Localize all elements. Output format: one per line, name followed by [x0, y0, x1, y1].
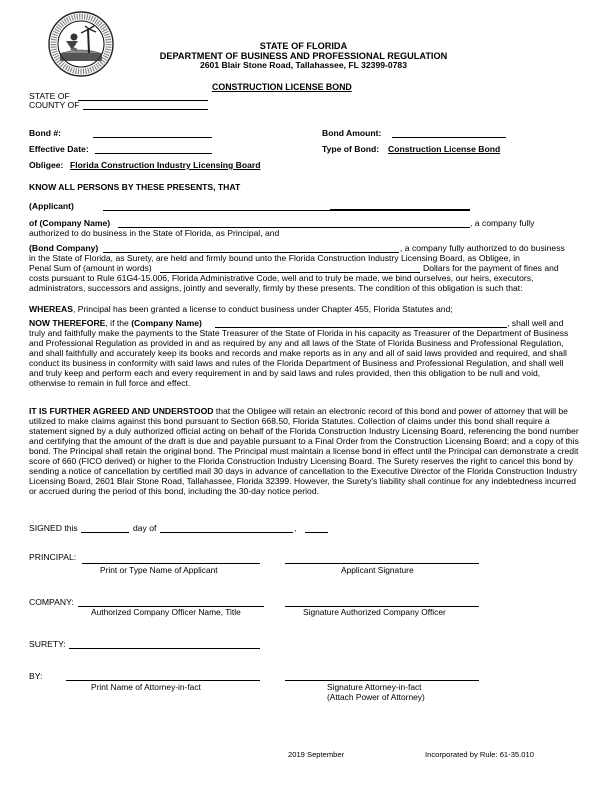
- whereas-text: , Principal has been granted a license to conduct business under Chapter 455, Florida Statutes and;: [72, 304, 453, 314]
- penal-sum-suffix: Dollars for the payment of fines and: [423, 263, 559, 273]
- whereas-label: WHEREAS: [29, 304, 73, 314]
- applicant-field[interactable]: [103, 210, 470, 211]
- penal-sum-text: costs pursuant to Rule 61G4-15.006, Florida Administrative Code, well and to truly be made, we bind ourselves, our heirs, executors, administrators, successors and assigns, jointly and severally, firmly by these presents. The condition of this obligation is such that:: [29, 273, 534, 293]
- bond-company-suffix: , a company fully authorized to do business: [400, 243, 565, 253]
- further-agreed-paragraph: [29, 407, 579, 497]
- state-of-label: STATE OF: [29, 91, 70, 101]
- officer-signature-label: Signature Authorized Company Officer: [303, 607, 446, 617]
- now-therefore-company-label: (Company Name): [131, 318, 202, 328]
- further-agreed-text: that the Obligee will retain an electronic record of this bond and power of attorney that will be utilized to make claims against this bond pursuant to Section 668.50, Florida Statutes. Collection of claims under this bond shall require a statement signed by a duly authorized official acting on behalf of the Florida Construction Industry Licensing Board, referencing the bond number and certifying that the amount of the draft is due and payable pursuant to a Final Order from the Construction Licensing Board; and a copy of this bond. The Principal shall retain the original bond. The Principal must maintain a license bond in effect until the Principal can demonstrate a credit score of 660 (FICO derived) or higher to the Florida Construction Industry Licensing Board. The Surety reserves the right to cancel this bond by sending a notice of cancellation by certified mail 30 days in advance of cancellation to the Executive Director of the Florida Construction Industry Licensing Board, 2601 Blair Stone Road, Tallahassee, Florida 32399. However, the Surety's liability shall continue for any indebtedness incurred or accrued during the period of this bond, including the 30-day notice period.: [29, 406, 579, 496]
- type-of-bond-label: Type of Bond:: [322, 144, 380, 154]
- officer-name-label: Authorized Company Officer Name, Title: [91, 607, 241, 617]
- signed-this-label: SIGNED this: [29, 523, 78, 533]
- intro-heading: KNOW ALL PERSONS BY THESE PRESENTS, THAT: [29, 182, 241, 192]
- applicant-signature-label: Applicant Signature: [341, 565, 414, 575]
- principal-signature-field[interactable]: [285, 563, 479, 564]
- county-of-field[interactable]: [83, 109, 208, 110]
- surety-field[interactable]: [69, 648, 260, 649]
- attorney-name-label: Print Name of Attorney-in-fact: [91, 682, 201, 692]
- attach-poa-label: (Attach Power of Attorney): [327, 692, 425, 702]
- day-of-label: day of: [133, 523, 157, 533]
- signed-year-field[interactable]: [305, 532, 328, 533]
- whereas-line: [29, 305, 453, 315]
- applicant-label: (Applicant): [29, 201, 74, 211]
- header-address: 2601 Blair Stone Road, Tallahassee, FL 32399-0783: [200, 60, 407, 70]
- effective-date-label: Effective Date:: [29, 144, 89, 154]
- obligee-label: Obligee:: [29, 160, 64, 170]
- penal-sum-label: Penal Sum of (amount in words): [29, 263, 152, 273]
- signed-comma: ,: [294, 523, 297, 533]
- print-applicant-label: Print or Type Name of Applicant: [100, 565, 218, 575]
- bond-amount-field[interactable]: [392, 137, 506, 138]
- now-therefore-label: NOW THEREFORE: [29, 318, 106, 328]
- signed-day-field[interactable]: [81, 532, 129, 533]
- further-agreed-label: IT IS FURTHER AGREED AND UNDERSTOOD: [29, 406, 214, 416]
- now-therefore-text: truly and faithfully make the payments to the State Treasurer of the State of Florida in his capacity as Treasurer of the Department of Business and Professional Regulation as provided in and as required by any and all laws of the State of Florida Business and Professional Regulation, and shall faithfully and accurately keep its books and records and make reports as in any and all of said laws provided and required, and shall conduct its business in conformity with said laws and rules of the Florida Department of Business and Professional Regulation, and shall well and truly keep and perform each and every requirement in and by said laws and rules provided, then this obligation to be null and void, otherwise to remain in full force and effect.: [29, 328, 569, 388]
- bond-amount-label: Bond Amount:: [322, 128, 382, 138]
- bond-number-label: Bond #:: [29, 128, 61, 138]
- footer-date: 2019 September: [288, 750, 345, 759]
- company-line2: authorized to do business in the State of Florida, as Principal, and: [29, 228, 280, 238]
- header-state: STATE OF FLORIDA: [259, 41, 348, 51]
- form-title: CONSTRUCTION LICENSE BOND: [212, 82, 352, 92]
- type-of-bond-value: Construction License Bond: [388, 144, 501, 154]
- company-label: COMPANY:: [29, 597, 74, 607]
- header-department: DEPARTMENT OF BUSINESS AND PROFESSIONAL REGULATION: [159, 51, 448, 61]
- by-label: BY:: [29, 671, 43, 681]
- principal-label: PRINCIPAL:: [29, 552, 77, 562]
- footer-rule: Incorporated by Rule: 61-35.010: [425, 750, 534, 759]
- principal-name-field[interactable]: [82, 563, 260, 564]
- attorney-name-field[interactable]: [66, 680, 260, 681]
- county-of-label: COUNTY OF: [29, 100, 80, 110]
- bond-company-label: (Bond Company): [29, 243, 99, 253]
- effective-date-field[interactable]: [95, 153, 212, 154]
- signed-month-field[interactable]: [160, 532, 293, 533]
- company-name-label: of (Company Name): [29, 218, 111, 228]
- now-therefore-suffix: , shall well and: [507, 318, 564, 328]
- state-of-field[interactable]: [78, 100, 208, 101]
- company-suffix: , a company fully: [470, 218, 535, 228]
- surety-label: SURETY:: [29, 639, 66, 649]
- obligee-value: Florida Construction Industry Licensing Board: [70, 160, 261, 170]
- bond-company-text: in the State of Florida, as Surety, are held and firmly bound unto the Florida Construction Industry Licensing Board, as Obligee, in: [29, 253, 520, 263]
- attorney-signature-field[interactable]: [285, 680, 479, 681]
- bond-number-field[interactable]: [93, 137, 212, 138]
- attorney-signature-label: Signature Attorney-in-fact: [327, 682, 422, 692]
- now-therefore-mid: , if the: [105, 318, 129, 328]
